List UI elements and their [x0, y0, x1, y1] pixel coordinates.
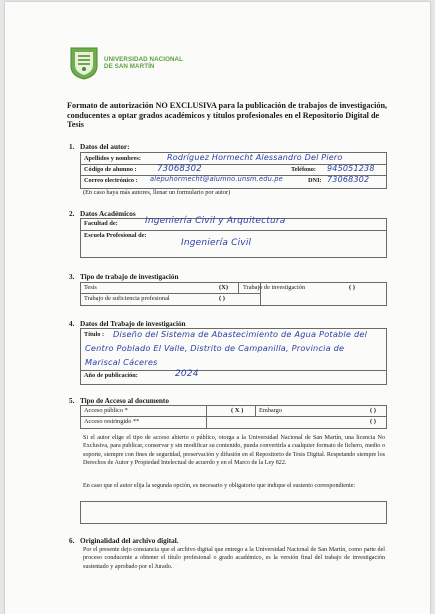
codigo-label: Código de alumno :	[84, 166, 137, 173]
tesis-checkbox[interactable]: (X)	[219, 284, 229, 291]
trabajo-investigacion-label: Trabajo de investigación	[243, 284, 306, 291]
trabajo-investigacion-checkbox[interactable]: ( )	[349, 284, 355, 291]
anio-value: 2024	[175, 369, 199, 379]
suficiencia-label: Trabajo de suficiencia profesional	[84, 295, 170, 302]
document-title: Formato de autorización NO EXCLUSIVA para la publicación de trabajos de investigación, conducentes a optar grados académicos y títulos profesionales en el Repositorio Digital de Tesis	[67, 101, 388, 130]
document-page	[5, 2, 430, 614]
titulo-line-2: Centro Poblado El Valle, Distrito de Campanilla, Provincia de	[85, 343, 345, 353]
telefono-value: 945051238	[327, 164, 375, 173]
university-name-line1: UNIVERSIDAD NACIONAL	[104, 56, 184, 63]
university-name-line2: DE SAN MARTÍN	[104, 63, 155, 70]
acceso-restringido-label: Acceso restringido **	[84, 418, 140, 425]
section-3-heading: 3. Tipo de trabajo de investigación	[69, 273, 179, 281]
titulo-line-3: Mariscal Cáceres	[85, 357, 158, 367]
embargo-label: Embargo	[259, 407, 282, 414]
titulo-label: Título :	[84, 331, 105, 338]
shield-icon	[69, 46, 99, 80]
dni-label: DNI:	[308, 177, 322, 184]
section-2-heading: 2. Datos Académicos	[69, 210, 136, 218]
section-6-heading: 6. Originalidad del archivo digital.	[69, 537, 179, 545]
acceso-restringido-checkbox[interactable]: ( )	[370, 418, 376, 425]
university-logo	[69, 46, 183, 80]
anio-label: Año de publicación:	[84, 372, 138, 379]
escuela-label: Escuela Profesional de:	[84, 232, 147, 239]
correo-label: Correo electrónico :	[84, 177, 138, 184]
restricted-instruction-text: En caso que el autor elija la segunda opción, es necesario y obligatorio que indique el sustento correspondiente:	[83, 483, 356, 489]
embargo-checkbox[interactable]: ( )	[370, 407, 376, 414]
escuela-value: Ingeniería Civil	[181, 238, 252, 248]
apellidos-label: Apellidos y nombres:	[84, 155, 141, 162]
work-type-box	[80, 282, 387, 306]
telefono-label: Teléfono:	[291, 166, 316, 173]
apellidos-value: Rodríguez Hormecht Alessandro Del Piero	[167, 153, 343, 162]
tesis-label: Tesis	[84, 284, 97, 291]
justification-box[interactable]	[80, 501, 387, 524]
facultad-value: Ingeniería Civil y Arquitectura	[145, 216, 286, 226]
suficiencia-checkbox[interactable]: ( )	[219, 295, 225, 302]
author-note: (En caso haya más autores, llenar un formulario por autor)	[83, 189, 231, 196]
section-5-heading: 5. Tipo de Acceso al documento	[69, 397, 169, 405]
originality-text: Por el presente dejo constancia que el archivo digital que entrego a la Universidad Nacional de San Martín, como parte del proceso conducente a obtener el título profesional o grado académico, es la versión final del trabajo de investigación sustentado y aprobado por el Jurado.	[83, 547, 385, 570]
section-4-heading: 4. Datos del Trabajo de investigación	[69, 320, 186, 328]
correo-value: alepuhormecht@alumno.unsm.edu.pe	[150, 175, 283, 183]
acceso-publico-label: Acceso público *	[84, 407, 128, 414]
codigo-value: 73068302	[157, 164, 202, 174]
facultad-label: Facultad de:	[84, 220, 118, 227]
titulo-line-1: Diseño del Sistema de Abastecimiento de Agua Potable del	[113, 329, 368, 339]
section-1-heading: 1. Datos del autor:	[69, 143, 130, 151]
access-policy-text: Si el autor elige el tipo de acceso abierto o público, otorga a la Universidad Nacional de San Martín, una licencia No Exclusiva, para publicar, conservar y sin modificar su contenido, pueda convertirla a cualquier formato de fichero, medio o soporte, siempre con fines de seguridad, preservación y difusión en el Repositorio de Tesis Digital. Respetando siempre los Derechos de Autor y Propiedad Intelectual de acuerdo y en el Marco de la Ley 822.	[83, 435, 385, 467]
dni-value: 73068302	[327, 175, 370, 184]
acceso-publico-checkbox[interactable]: ( X )	[231, 407, 244, 414]
